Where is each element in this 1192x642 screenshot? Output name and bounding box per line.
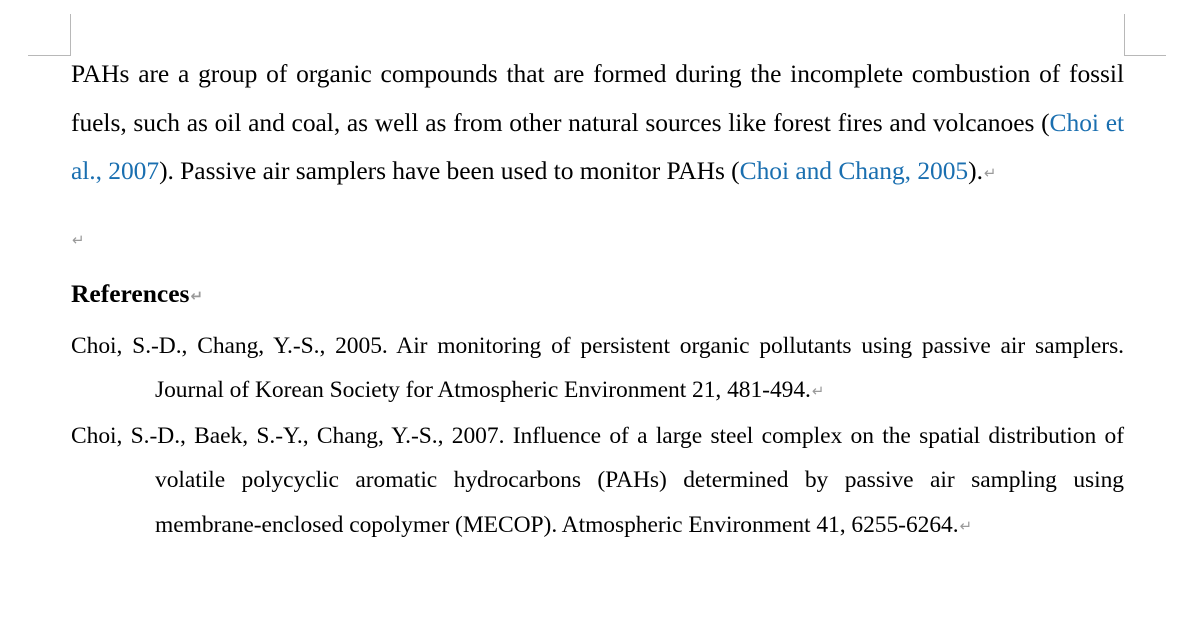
reference-item[interactable] — [71, 414, 1124, 549]
paragraph-mark-icon: ↵ — [959, 516, 973, 535]
reference-text: Choi, S.-D., Chang, Y.-S., 2005. Air monitoring of persistent organic pollutants using passive air samplers. Journal of Korean Society for Atmospheric Environment 21, 481-494. — [71, 332, 1124, 403]
crop-mark-top-right-horizontal — [1124, 55, 1166, 56]
body-paragraph[interactable] — [71, 50, 1124, 198]
paragraph-mark-icon: ↵ — [190, 286, 204, 305]
paragraph-text-3: ). — [968, 156, 983, 185]
paragraph-mark-icon: ↵ — [811, 382, 825, 400]
crop-mark-top-left-horizontal — [28, 55, 71, 56]
paragraph-mark-icon: ↵ — [983, 164, 997, 182]
references-heading[interactable] — [71, 270, 1124, 320]
paragraph-text-1: PAHs are a group of organic compounds that are formed during the incomplete combustion of fossil fuels, such as oil and coal, as well as from other natural sources like forest fires and volcanoes ( — [71, 59, 1124, 137]
crop-mark-top-right-vertical — [1124, 14, 1125, 56]
references-heading-text: References — [71, 278, 190, 308]
citation-link-choi-chang-2005[interactable]: Choi and Chang, 2005 — [739, 156, 969, 185]
citation-link-choi-2007[interactable]: Choi et al., 2007 — [71, 107, 1124, 185]
document-page[interactable] — [71, 50, 1124, 548]
reference-text: Choi, S.-D., Baek, S.-Y., Chang, Y.-S., 2007. Influence of a large steel complex on the spatial distribution of volatile polycyclic aromatic hydrocarbons (PAHs) determined by passive air sampling using membrane-enclosed copolymer (MECOP). Atmospheric Environment 41, 6255-6264. — [71, 422, 1124, 538]
reference-item[interactable] — [71, 324, 1124, 414]
paragraph-mark-icon: ↵ — [72, 230, 85, 249]
empty-paragraph[interactable] — [71, 216, 1124, 264]
paragraph-text-2: ). Passive air samplers have been used to monitor PAHs ( — [159, 156, 740, 185]
